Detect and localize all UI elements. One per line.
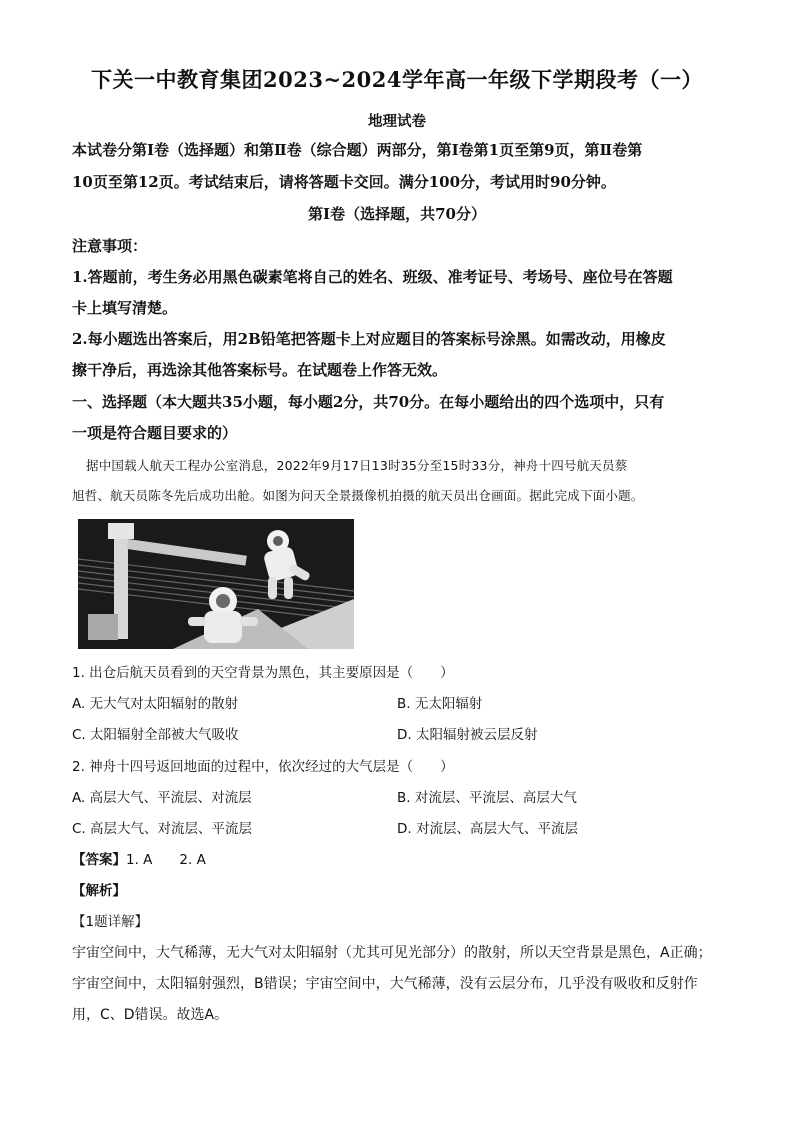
analysis-line-3: 用，C、D错误。故选A。 <box>72 1007 229 1023</box>
intro-line-2: 10页至第12页。考试结束后，请将答题卡交回。满分100分，考试用时90分钟。 <box>72 173 616 191</box>
question-1-option-c: C. 太阳辐射全部被大气吸收 <box>72 727 239 743</box>
answer-value: 1. A 2. A <box>126 852 206 868</box>
notes-heading: 注意事项： <box>72 237 148 255</box>
spacewalk-photo <box>78 519 354 649</box>
question-2-option-d: D. 对流层、高层大气、平流层 <box>397 821 578 837</box>
question-2-option-c: C. 高层大气、对流层、平流层 <box>72 821 253 837</box>
notes-item-1-line-1: 1.答题前，考生务必用黑色碳素笔将自己的姓名、班级、准考证号、考场号、座位号在答题 <box>72 268 673 286</box>
question-1-option-d: D. 太阳辐射被云层反射 <box>397 727 538 743</box>
notes-item-2-line-1: 2.每小题选出答案后，用2B铅笔把答题卡上对应题目的答案标号涂黑。如需改动，用橡皮 <box>72 330 666 348</box>
analysis-label: 【解析】 <box>72 883 126 899</box>
analysis-line-2: 宇宙空间中，太阳辐射强烈，B错误；宇宙空间中，大气稀薄，没有云层分布，几乎没有吸收和反射作 <box>72 976 698 992</box>
exam-title-text: 下关一中教育集团2023~2024学年高一年级下学期段考（一） <box>91 67 703 92</box>
analysis-detail-label: 【1题详解】 <box>72 914 149 930</box>
exam-subject: 地理试卷 <box>368 113 426 130</box>
analysis-line-1: 宇宙空间中，大气稀薄，无大气对太阳辐射（尤其可见光部分）的散射，所以天空背景是黑色，A正确； <box>72 945 712 961</box>
exam-title <box>0 64 794 94</box>
answer-label: 【答案】 <box>72 852 126 868</box>
question-2-option-b: B. 对流层、平流层、高层大气 <box>397 790 577 806</box>
passage-line-1: 据中国载人航天工程办公室消息，2022年9月17日13时35分至15时33分，神舟十四号航天员蔡 <box>86 458 628 473</box>
notes-item-1-line-2: 卡上填写清楚。 <box>72 299 178 317</box>
section-title: 第Ⅰ卷（选择题，共70分） <box>308 205 486 223</box>
question-2-option-a: A. 高层大气、平流层、对流层 <box>72 790 252 806</box>
question-1-option-b: B. 无太阳辐射 <box>397 696 483 712</box>
question-1-stem: 1. 出仓后航天员看到的天空背景为黑色，其主要原因是（ ） <box>72 665 454 681</box>
question-2-stem: 2. 神舟十四号返回地面的过程中，依次经过的大气层是（ ） <box>72 759 454 775</box>
question-1-option-a: A. 无大气对太阳辐射的散射 <box>72 696 239 712</box>
spacewalk-illustration <box>78 519 354 649</box>
answer-row <box>72 848 206 868</box>
notes-item-2-line-2: 擦干净后，再选涂其他答案标号。在试题卷上作答无效。 <box>72 361 448 379</box>
intro-line-1: 本试卷分第Ⅰ卷（选择题）和第Ⅱ卷（综合题）两部分，第Ⅰ卷第1页至第9页，第Ⅱ卷第 <box>72 141 643 159</box>
part1-instruction-line-1: 一、选择题（本大题共35小题，每小题2分，共70分。在每小题给出的四个选项中，只有 <box>72 393 665 411</box>
part1-instruction-line-2: 一项是符合题目要求的） <box>72 424 238 442</box>
passage-line-2: 旭哲、航天员陈冬先后成功出舱。如图为问天全景摄像机拍摄的航天员出仓画面。据此完成下面小题。 <box>72 488 644 503</box>
